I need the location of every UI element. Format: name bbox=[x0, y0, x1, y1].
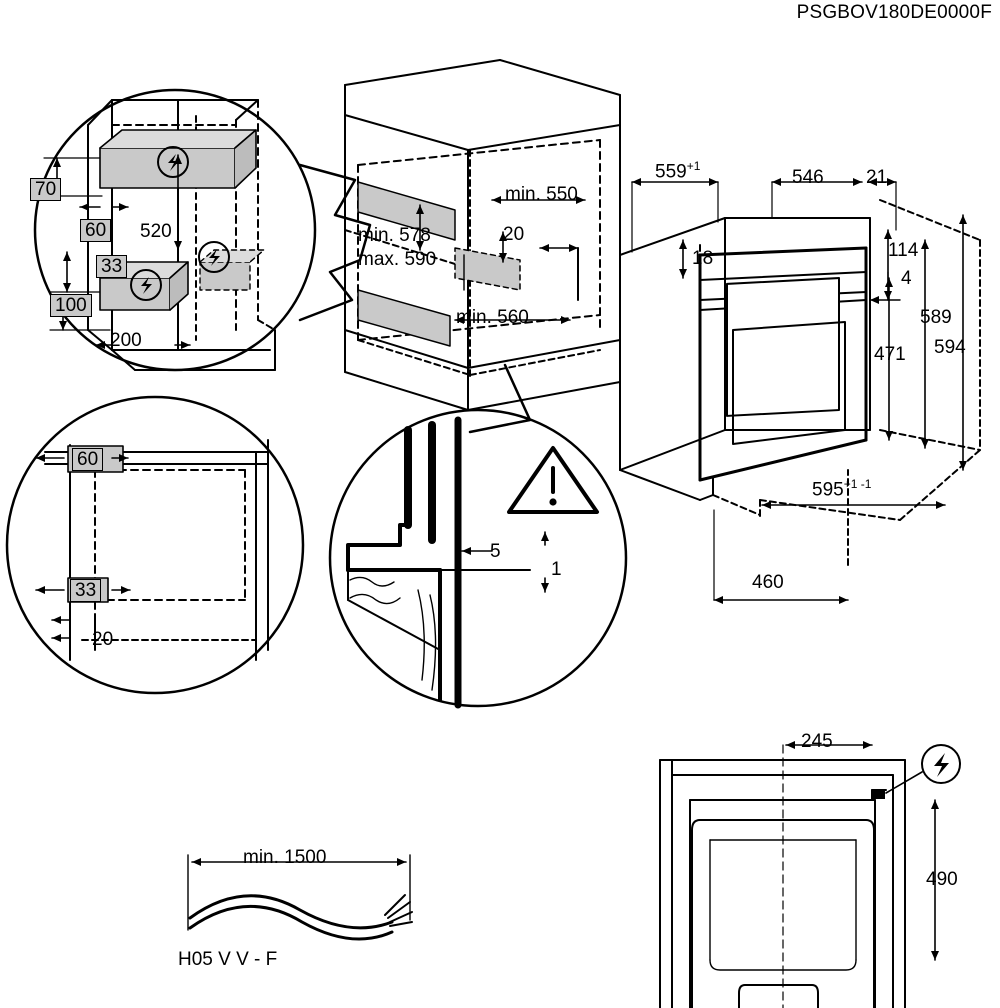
dim-520: 520 bbox=[140, 221, 172, 242]
dim-100: 100 bbox=[50, 294, 92, 317]
dim-min-550: min. 550 bbox=[505, 184, 578, 205]
dim-5: 5 bbox=[490, 541, 501, 562]
dim-max-590: max. 590 bbox=[358, 249, 437, 270]
dim-200: 200 bbox=[110, 330, 142, 351]
dim-20-niche: 20 bbox=[503, 224, 525, 245]
dim-33-top: 33 bbox=[96, 255, 127, 278]
dim-595-tolerance: +1 -1 bbox=[843, 477, 872, 491]
dim-33-bottom: 33 bbox=[70, 579, 101, 602]
dim-min-1500: min. 1500 bbox=[243, 847, 327, 868]
dim-595-value: 595 bbox=[812, 479, 844, 501]
document-code: PSGBOV180DE0000F bbox=[796, 2, 992, 23]
dim-70: 70 bbox=[30, 178, 61, 201]
dim-21: 21 bbox=[866, 167, 888, 188]
dim-559-tolerance: +1 bbox=[686, 159, 701, 173]
dim-min-578: min. 578 bbox=[358, 225, 431, 246]
dim-1: 1 bbox=[551, 559, 562, 580]
dim-60-bottom: 60 bbox=[72, 448, 103, 471]
dim-460: 460 bbox=[752, 572, 784, 593]
dim-546: 546 bbox=[792, 167, 824, 188]
dim-559 bbox=[655, 160, 700, 181]
dim-490: 490 bbox=[926, 869, 958, 890]
dim-18: 18 bbox=[692, 248, 714, 269]
dim-114: 114 bbox=[888, 240, 919, 261]
dim-245: 245 bbox=[801, 731, 833, 752]
dim-60-top: 60 bbox=[80, 219, 111, 242]
dim-min-560: min. 560 bbox=[456, 307, 529, 328]
dim-559-value: 559 bbox=[655, 161, 687, 183]
dim-594: 594 bbox=[934, 337, 966, 358]
dim-589: 589 bbox=[920, 307, 952, 328]
cable-type: H05 V V - F bbox=[178, 949, 278, 970]
dim-471: 471 bbox=[874, 344, 906, 365]
dim-4: 4 bbox=[901, 268, 912, 289]
dim-20-bottom: 20 bbox=[92, 629, 114, 650]
dim-595 bbox=[812, 478, 871, 499]
